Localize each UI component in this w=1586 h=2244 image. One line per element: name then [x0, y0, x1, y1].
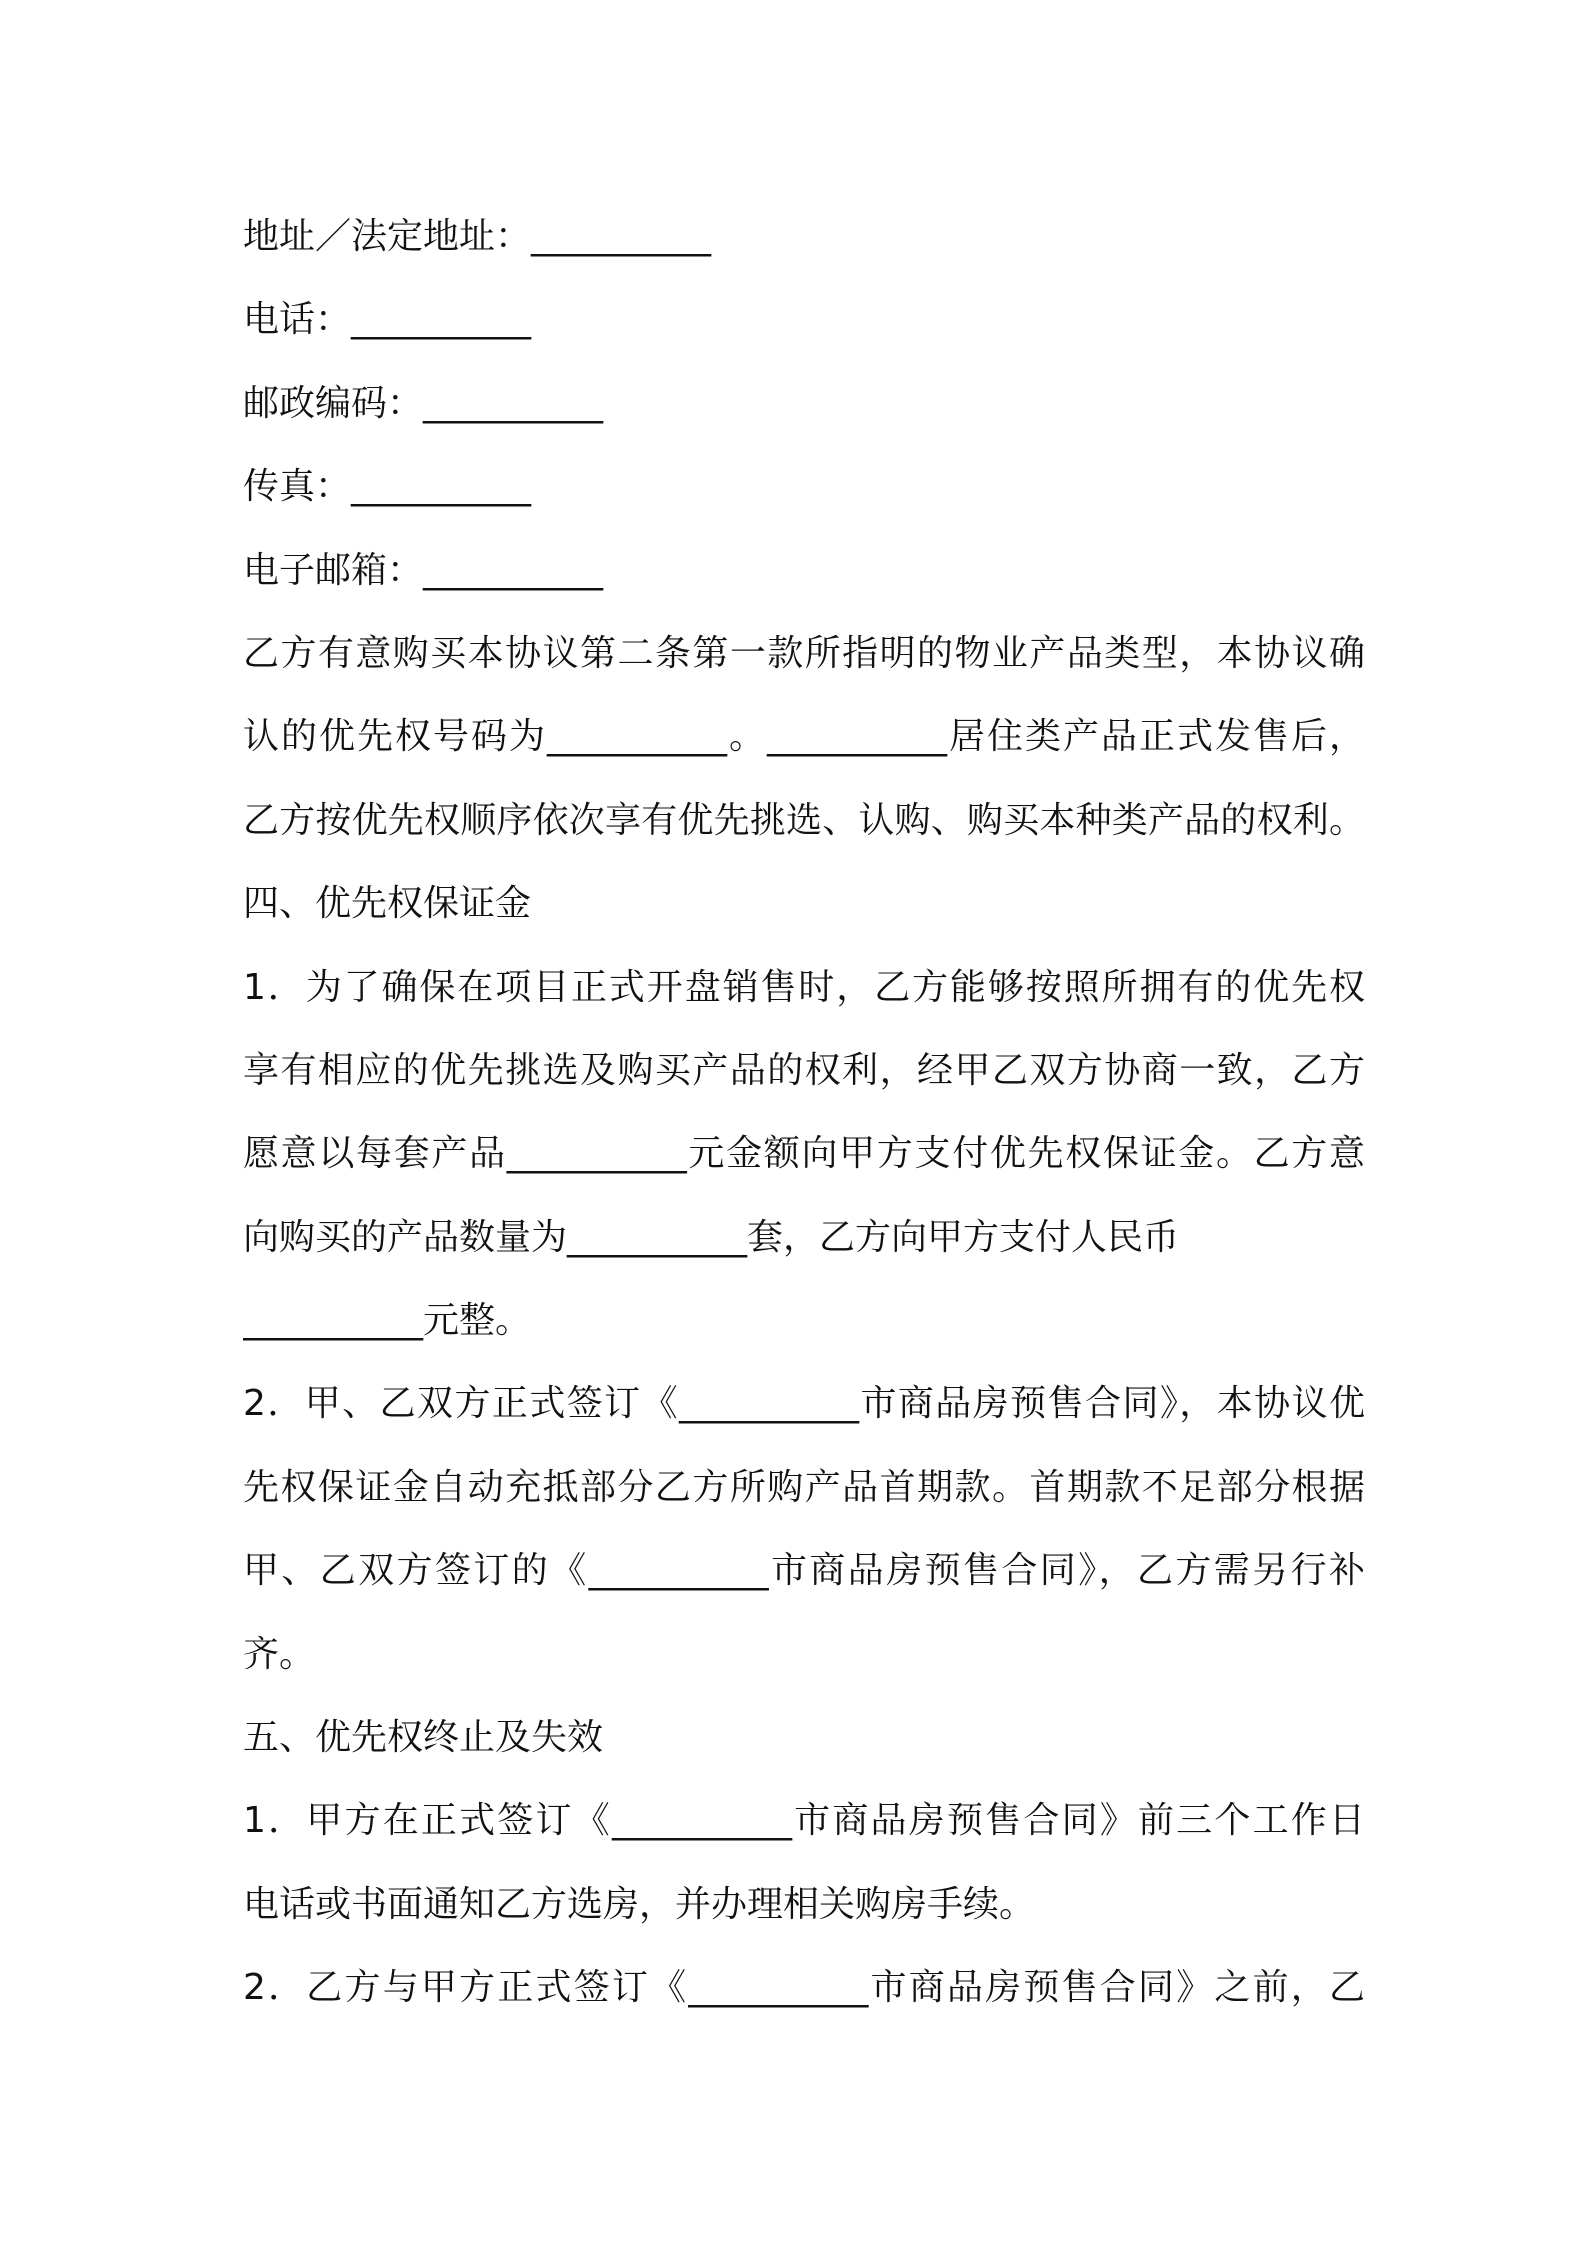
section-heading-deposit: 四、优先权保证金 — [243, 883, 532, 925]
phone-line: 电话：__________ — [243, 299, 532, 341]
paragraph-line: 乙方按优先权顺序依次享有优先挑选、认购、购买本种类产品的权利。 — [243, 799, 1365, 841]
paragraph-line: __________元整。 — [243, 1300, 532, 1342]
paragraph-line: 享有相应的优先挑选及购买产品的权利，经甲乙双方协商一致，乙方 — [243, 1049, 1365, 1091]
paragraph-line: 电话或书面通知乙方选房，并办理相关购房手续。 — [243, 1883, 1036, 1925]
paragraph-line: 先权保证金自动充抵部分乙方所购产品首期款。首期款不足部分根据 — [243, 1466, 1365, 1508]
paragraph-line: 甲、乙双方签订的《__________市商品房预售合同》，乙方需另行补 — [243, 1550, 1365, 1592]
address-line: 地址／法定地址：__________ — [243, 216, 712, 257]
fax-line: 传真：__________ — [243, 466, 532, 508]
paragraph-line: 1．甲方在正式签订《__________市商品房预售合同》前三个工作日 — [243, 1800, 1365, 1842]
paragraph-line: 愿意以每套产品__________元金额向甲方支付优先权保证金。乙方意 — [243, 1133, 1365, 1175]
paragraph-line: 2．乙方与甲方正式签订《__________市商品房预售合同》之前，乙 — [243, 1967, 1365, 2009]
paragraph-line: 认的优先权号码为__________。__________居住类产品正式发售后， — [243, 716, 1365, 758]
email-line: 电子邮箱：__________ — [243, 549, 604, 591]
paragraph-line: 齐。 — [243, 1633, 316, 1675]
paragraph-line: 2．甲、乙双方正式签订《__________市商品房预售合同》，本协议优 — [243, 1383, 1365, 1425]
document-body — [243, 195, 1365, 2030]
paragraph-line: 向购买的产品数量为__________套，乙方向甲方支付人民币 — [243, 1216, 1180, 1258]
section-heading-termination: 五、优先权终止及失效 — [243, 1717, 604, 1759]
paragraph-line: 乙方有意购买本协议第二条第一款所指明的物业产品类型，本协议确 — [243, 632, 1365, 674]
postal-code-line: 邮政编码：__________ — [243, 382, 604, 424]
paragraph-line: 1．为了确保在项目正式开盘销售时，乙方能够按照所拥有的优先权 — [243, 966, 1365, 1008]
